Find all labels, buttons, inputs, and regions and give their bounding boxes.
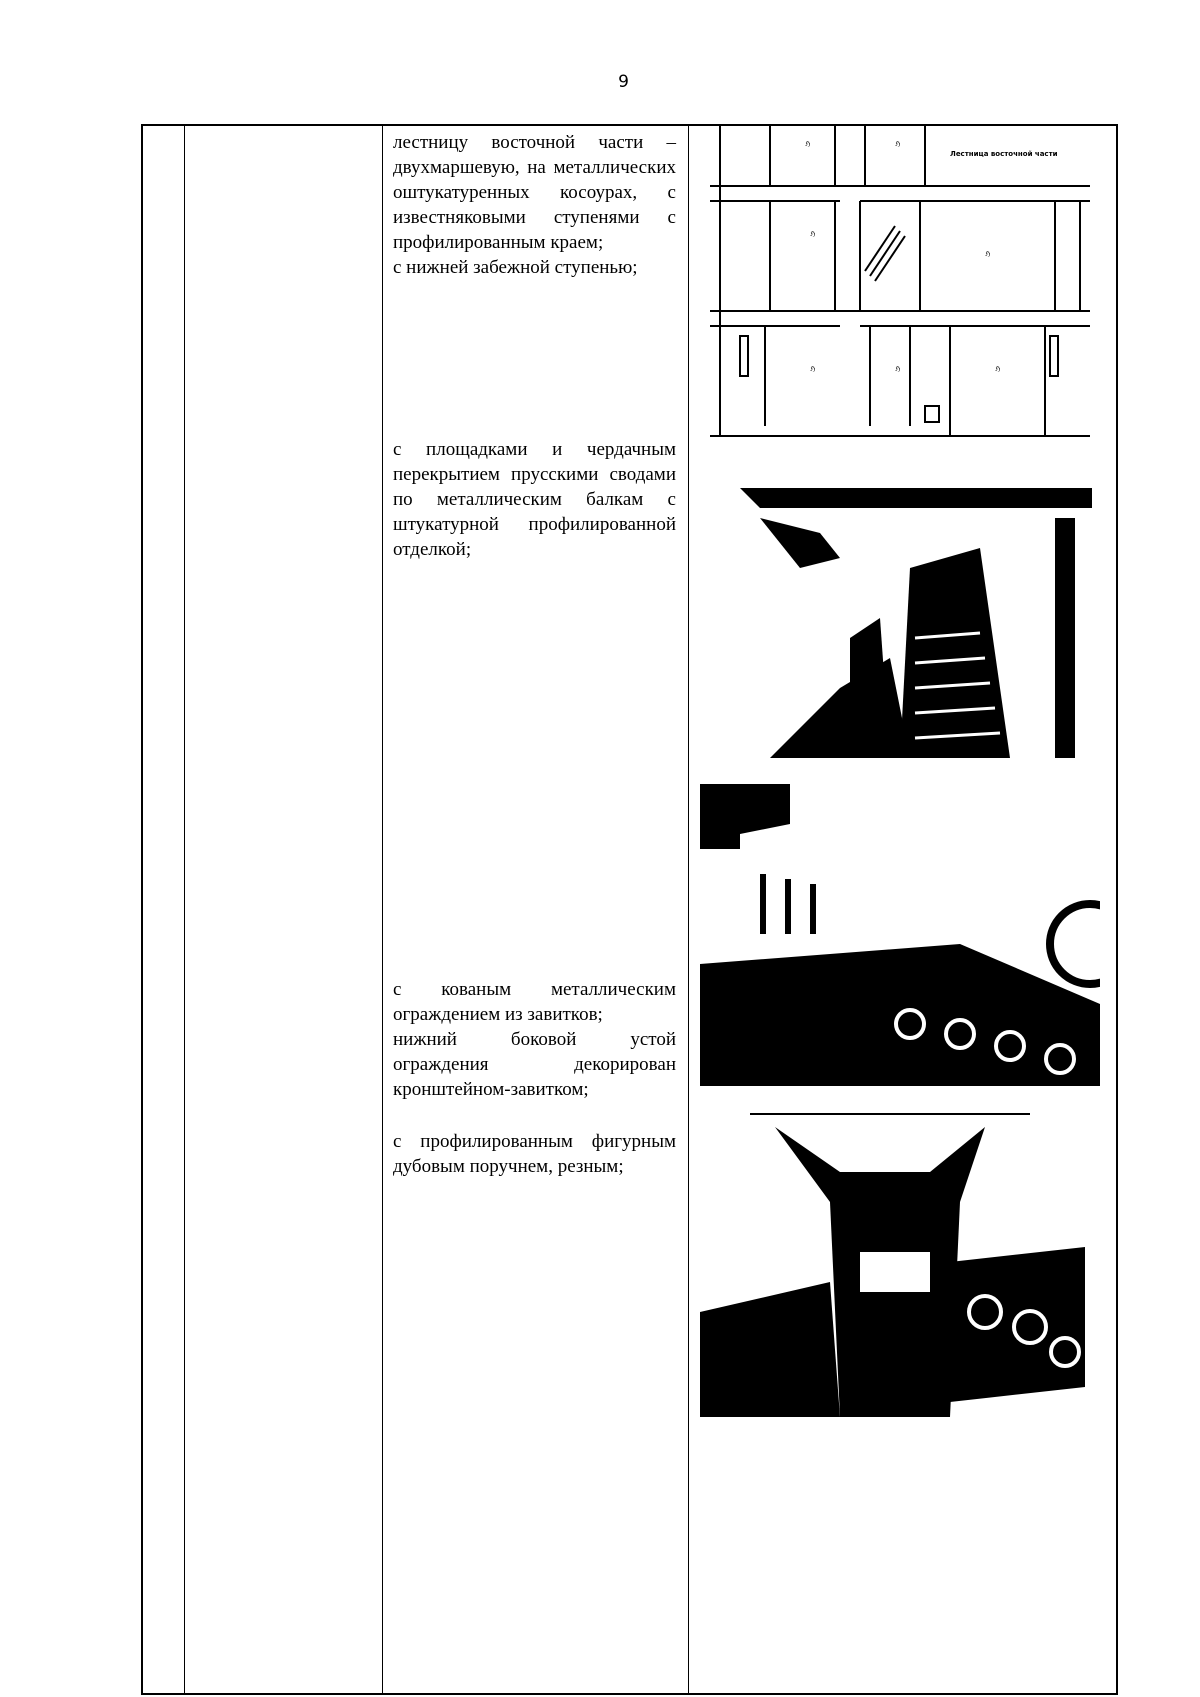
plan-label: Лестница восточной части (950, 150, 1058, 158)
text-block-2 (393, 437, 676, 562)
svg-text:ℌ: ℌ (805, 140, 811, 148)
floor-plan-image (710, 126, 1090, 471)
text-block-4 (393, 1129, 676, 1179)
text-block-1 (393, 130, 676, 280)
svg-text:ℌ: ℌ (995, 365, 1001, 373)
page-number: 9 (618, 72, 629, 92)
svg-text:ℌ: ℌ (895, 140, 901, 148)
svg-text:ℌ: ℌ (810, 365, 816, 373)
paragraph: лестницу восточной части – двухмаршевую, на металлических оштукатуренных косоурах, с известняковыми ступенями с профилированным краем; (393, 132, 676, 253)
column-divider-2 (382, 124, 383, 1695)
svg-text:ℌ: ℌ (810, 230, 816, 238)
paragraph: с нижней забежной ступенью; (393, 257, 638, 278)
paragraph: с кованым металлическим ограждением из завитков; (393, 979, 676, 1025)
paragraph: нижний боковой устой ограждения декорирован кронштейном-завитком; (393, 1029, 676, 1100)
column-divider-1 (184, 124, 185, 1695)
paragraph: с площадками и чердачным перекрытием прусскими сводами по металлическим балкам с штукатурной профилированной отделкой; (393, 439, 676, 560)
railing-photo (700, 784, 1100, 1086)
paragraph: с профилированным фигурным дубовым поручнем, резным; (393, 1131, 676, 1177)
svg-text:ℌ: ℌ (895, 365, 901, 373)
handrail-photo (700, 1112, 1090, 1417)
svg-text:ℌ: ℌ (985, 250, 991, 258)
column-divider-3 (688, 124, 689, 1695)
staircase-photo (700, 488, 1092, 758)
text-block-3 (393, 977, 676, 1102)
